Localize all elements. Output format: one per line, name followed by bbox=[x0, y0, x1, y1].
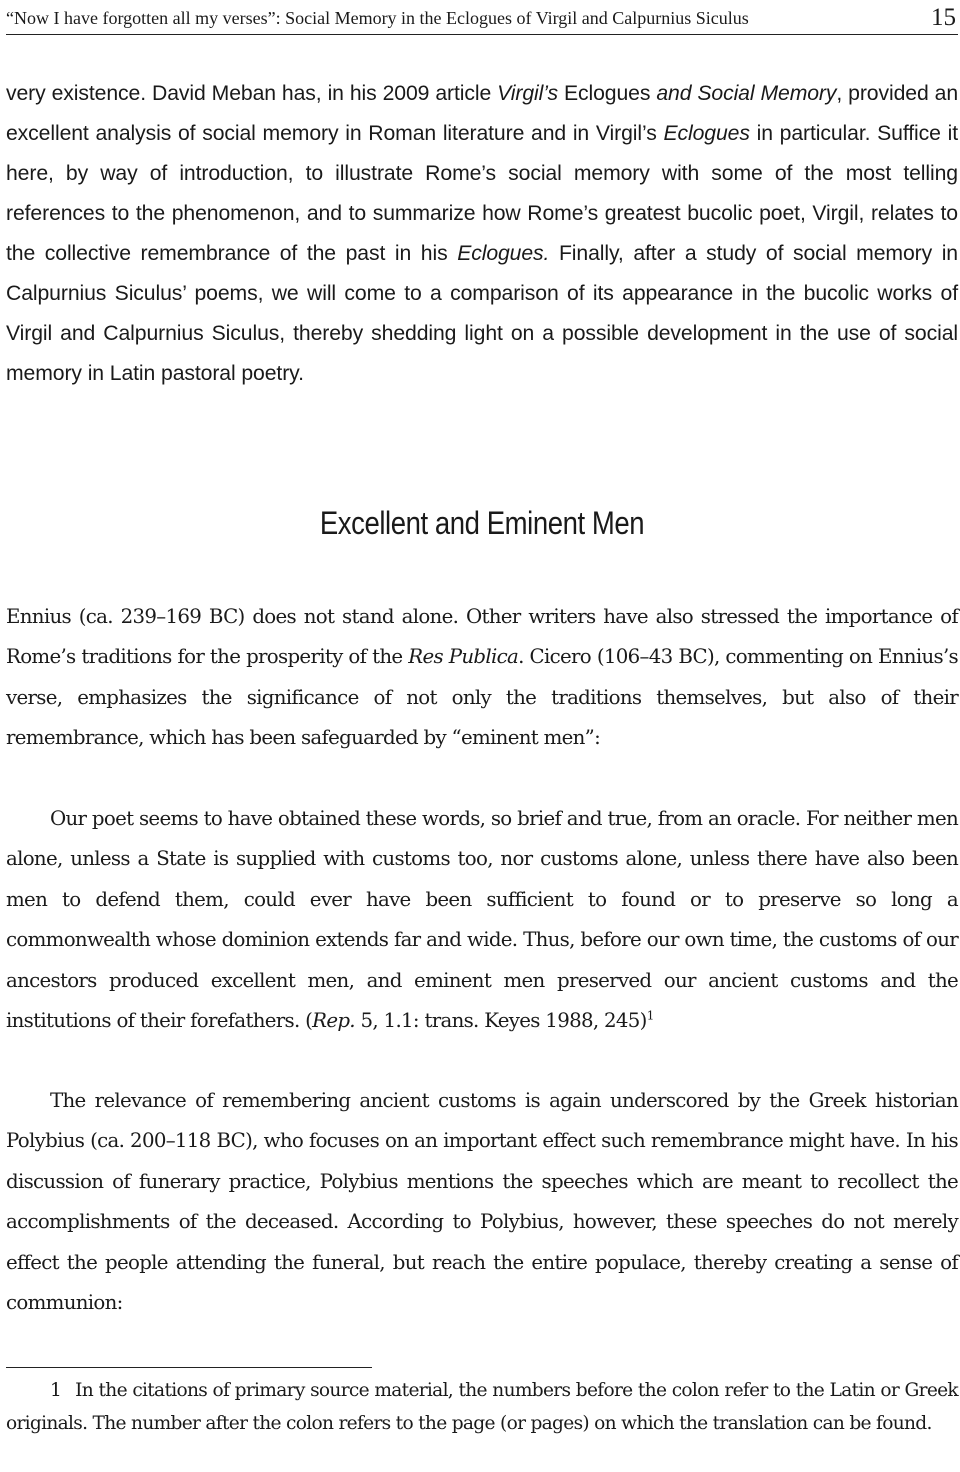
footnote-number: 1 bbox=[50, 1380, 62, 1401]
section-heading: Excellent and Eminent Men bbox=[319, 505, 645, 541]
running-header bbox=[6, 4, 958, 35]
intro-paragraph: very existence. David Meban has, in his 2009 article Virgil’s Eclogues and Social Memory, provided an excellent analysis of social memory in Roman literature and in Virgil’s Eclogues in particular. Suffice it here, by way of introduction, to illustrate Rome’s social memory with some of the most telling references to the phenomenon, and to summarize how Rome’s greatest bucolic poet, Virgil, relates to the collective remembrance of the past in his Eclogues. Finally, after a study of social memory in Calpurnius Siculus’ poems, we will come to a comparison of its appearance in the bucolic works of Virgil and Calpurnius Siculus, thereby shedding light on a possible development in the use of social memory in Latin pastoral poetry. bbox=[6, 82, 958, 385]
ennius-paragraph: Ennius (ca. 239–169 BC) does not stand alone. Other writers have also stressed the importance of Rome’s traditions for the prosperity of the Res Publica. Cicero (106–43 BC), commenting on Ennius’s verse, emphasizes the significance of not only the traditions themselves, but also of their remembrance, which has been safeguarded by “eminent men”: bbox=[6, 605, 958, 750]
footnote bbox=[6, 1374, 958, 1440]
running-header-title: “Now I have forgotten all my verses”: Social Memory in the Eclogues of Virgil and Calpurnius Siculus bbox=[6, 8, 749, 28]
cicero-block-quote: Our poet seems to have obtained these words, so brief and true, from an oracle. For neither men alone, unless a State is supplied with customs too, nor customs alone, unless there have also been men to defend them, could ever have been sufficient to found or to preserve so long a commonwealth whose dominion extends far and wide. Thus, before our own time, the customs of our ancestors produced excellent men, and eminent men preserved our ancient customs and the institutions of their forefathers. (Rep. 5, 1.1: trans. Keyes 1988, 245)$^1$ bbox=[6, 807, 958, 1033]
footnote-separator bbox=[6, 1367, 372, 1368]
page-number: 15 bbox=[931, 4, 956, 31]
footnote-reference[interactable]: 1 bbox=[646, 1008, 654, 1023]
polybius-paragraph: The relevance of remembering ancient customs is again underscored by the Greek historian Polybius (ca. 200–118 BC), who focuses on an important effect such remembrance might have. In his discussion of funerary practice, Polybius mentions the speeches which are meant to recollect the accomplishments of the deceased. According to Polybius, however, these speeches do not merely effect the people attending the funeral, but reach the entire populace, thereby creating a sense of communion: bbox=[6, 1089, 958, 1315]
footnote-text: In the citations of primary source material, the numbers before the colon refer to the Latin or Greek originals. The number after the colon refers to the page (or pages) on which the translation can be found. bbox=[6, 1380, 958, 1434]
